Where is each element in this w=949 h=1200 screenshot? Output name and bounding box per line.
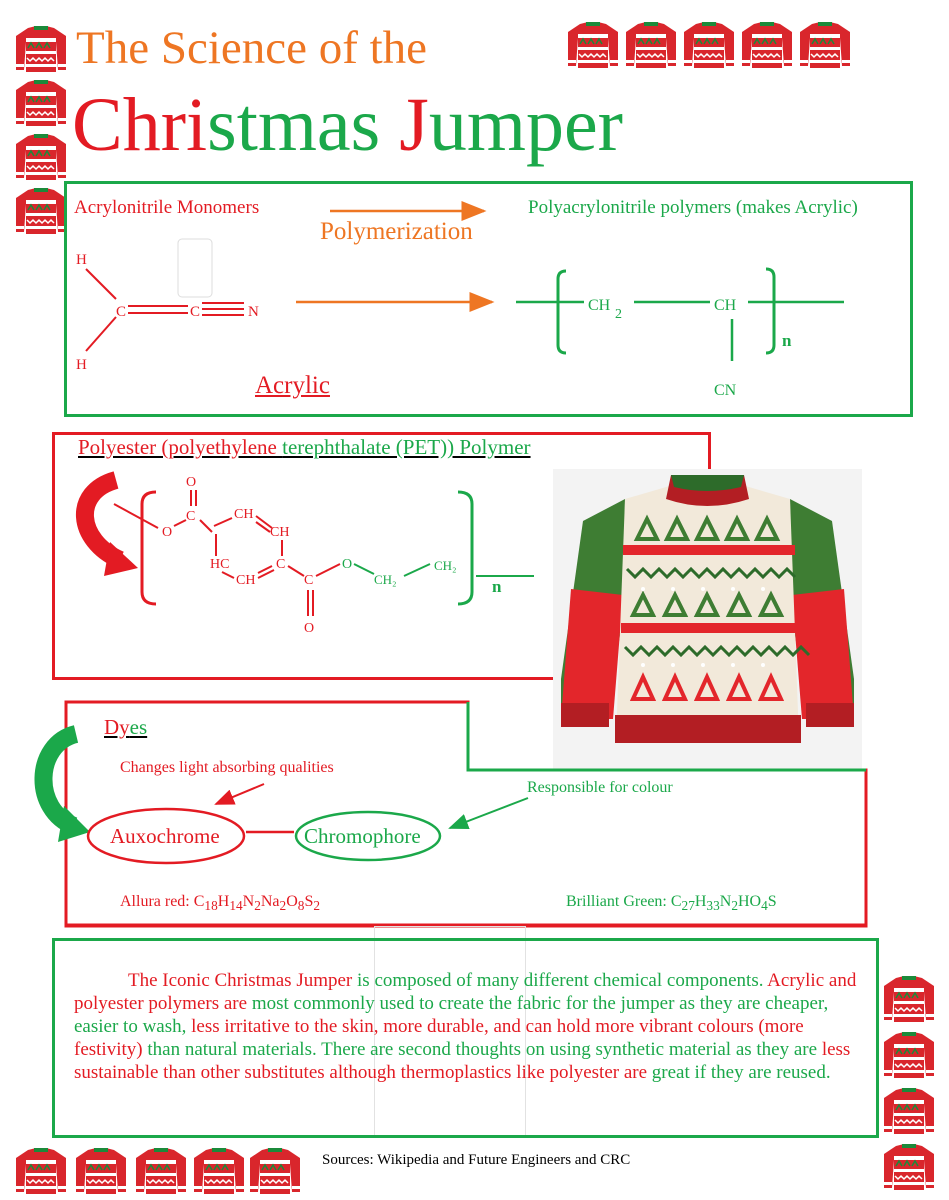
polymers-label: Polyacrylonitrile polymers (makes Acrylic) [528, 197, 858, 218]
svg-text:O: O [342, 557, 353, 572]
repeat-n: n [782, 331, 792, 350]
svg-text:O: O [186, 475, 197, 490]
atom-n: N [248, 304, 259, 320]
acrylic-diagram [64, 181, 913, 417]
mini-sweater-icon [566, 20, 620, 70]
mini-sweater-icon [740, 20, 794, 70]
mini-sweater-icon [192, 1146, 246, 1196]
atom-cn: CN [714, 382, 737, 399]
allura-formula: Allura red: $C_{18}H_{14}N_2Na_2O_8S_2$ [120, 893, 321, 914]
svg-text:C: C [186, 509, 196, 524]
mini-sweater-icon [14, 24, 68, 74]
atom-c: C [116, 304, 127, 320]
mini-sweater-icon [134, 1146, 188, 1196]
mini-sweater-icon [624, 20, 678, 70]
summary-text: The Iconic Christmas Jumper is composed of many different chemical components. Acrylic and polyester polymers are most commonly used to create the fabric for the jumper as they are cheaper, easier to wash, less irritative to the skin, more durable, and can hold more vibrant colours (more festivity) than natural materials. There are second thoughts on using synthetic material as they are less sustainable than other substitutes although thermoplastics like polyester are great if they are reused. [74, 970, 857, 1083]
atom-ch: CH [714, 297, 737, 314]
acrylic-label: Acrylic [255, 372, 330, 399]
svg-text:HC: HC [210, 557, 230, 572]
mini-sweater-icon [798, 20, 852, 70]
title-part: Polyester (polyethylene [78, 435, 283, 459]
responsible-label: Responsible for colour [527, 779, 673, 796]
mini-sweater-icon [882, 974, 936, 1024]
svg-text:O: O [162, 525, 173, 540]
svg-text:C: C [276, 557, 286, 572]
auxochrome-label: Auxochrome [110, 824, 220, 848]
mini-sweater-icon [248, 1146, 302, 1196]
svg-text:CH: CH [270, 525, 290, 540]
svg-text:C: C [304, 573, 314, 588]
dyes-diagram [80, 770, 720, 870]
polyester-diagram [52, 460, 552, 660]
dyes-title [104, 715, 147, 740]
chromophore-label: Chromophore [304, 824, 421, 848]
atom-h: H [76, 252, 87, 268]
mini-sweater-icon [74, 1146, 128, 1196]
mini-sweater-icon [682, 20, 736, 70]
atom-c: C [190, 304, 201, 320]
brilliant-formula: Brilliant Green: $C_{27}H_{33}N_2HO_4S$ [566, 893, 777, 914]
title-line-1: The Science of the [76, 22, 428, 74]
subscript: 2 [615, 307, 622, 322]
title-part: umper [428, 83, 623, 167]
atom-ch: CH [588, 297, 611, 314]
changes-label: Changes light absorbing qualities [120, 759, 334, 776]
title-line-2 [72, 80, 623, 170]
monomers-label: Acrylonitrile Monomers [74, 197, 260, 218]
polyester-title [78, 435, 531, 460]
title-part: J [380, 83, 429, 167]
sources: Sources: Wikipedia and Future Engineers and CRC [322, 1152, 631, 1168]
title-part: Chri [72, 83, 208, 167]
mini-sweater-icon [14, 132, 68, 182]
polymerization-label: Polymerization [320, 218, 473, 245]
title-part: Dy [104, 715, 130, 739]
atom-h: H [76, 357, 87, 373]
svg-text:O: O [304, 621, 315, 636]
title-part: stmas [207, 83, 381, 167]
title-part: es [129, 715, 148, 739]
mini-sweater-icon [882, 1030, 936, 1080]
title-part: terephthalate (PET)) Polymer [282, 435, 531, 459]
svg-text:CH: CH [236, 573, 256, 588]
repeat-n: n [492, 577, 502, 596]
svg-text:CH₂: CH₂ [434, 558, 457, 573]
mini-sweater-icon [14, 186, 68, 236]
mini-sweater-icon [882, 1086, 936, 1136]
mini-sweater-icon [14, 78, 68, 128]
svg-text:CH: CH [234, 507, 254, 522]
mini-sweater-icon [14, 1146, 68, 1196]
mini-sweater-icon [882, 1142, 936, 1192]
svg-text:CH₂: CH₂ [374, 572, 397, 587]
